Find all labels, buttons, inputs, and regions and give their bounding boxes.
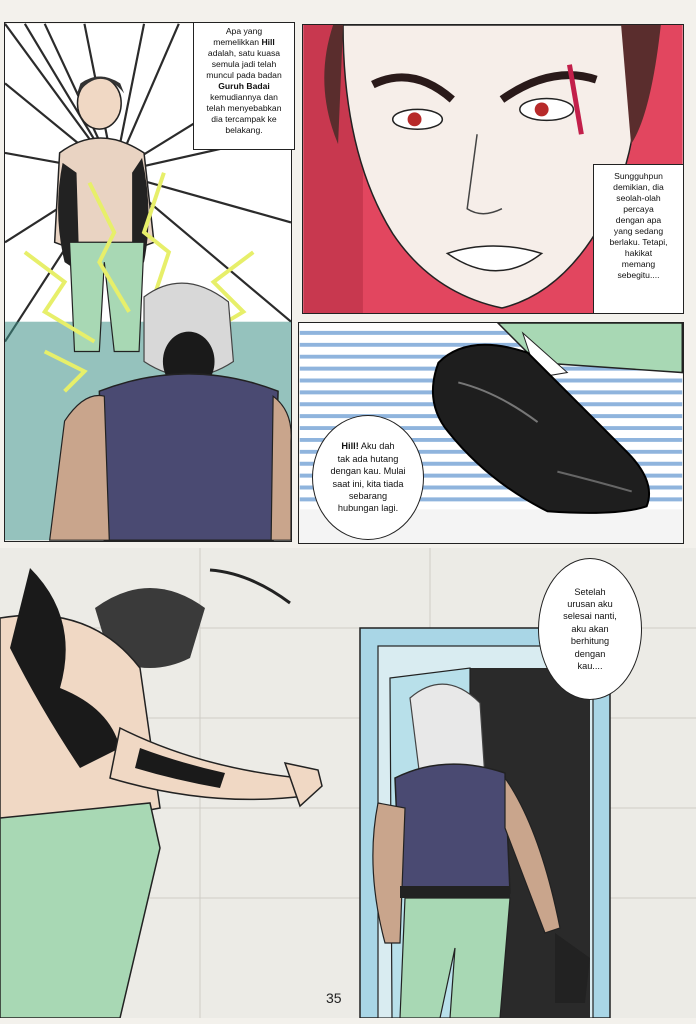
narration-box-disbelief: Sungguhpun demikian, dia seolah-olah percaya dengan apa yang sedang berlaku. Tetapi, hakikat memang sebegitu.... <box>593 164 684 314</box>
name-hill-shout: Hill! <box>341 441 359 452</box>
name-hill: Hill <box>261 37 275 47</box>
narration-box-power: Apa yang memelikkan Hill adalah, satu kuasa semula jadi telah muncul pada badan Guruh Badai kemudiannya dan telah menyebabkan dia tercampak ke belakang. <box>193 22 295 150</box>
page-number: 35 <box>326 990 342 1006</box>
speech-bubble-no-debt: Hill! Aku dah tak ada hutang dengan kau. Mulai saat ini, kita tiada sebarang hubungan lagi. <box>312 415 424 540</box>
name-guruh-badai: Guruh Badai <box>218 81 270 91</box>
speech-bubble-settle-later: Setelah urusan aku selesai nanti, aku akan berhitung dengan kau.... <box>538 558 642 700</box>
